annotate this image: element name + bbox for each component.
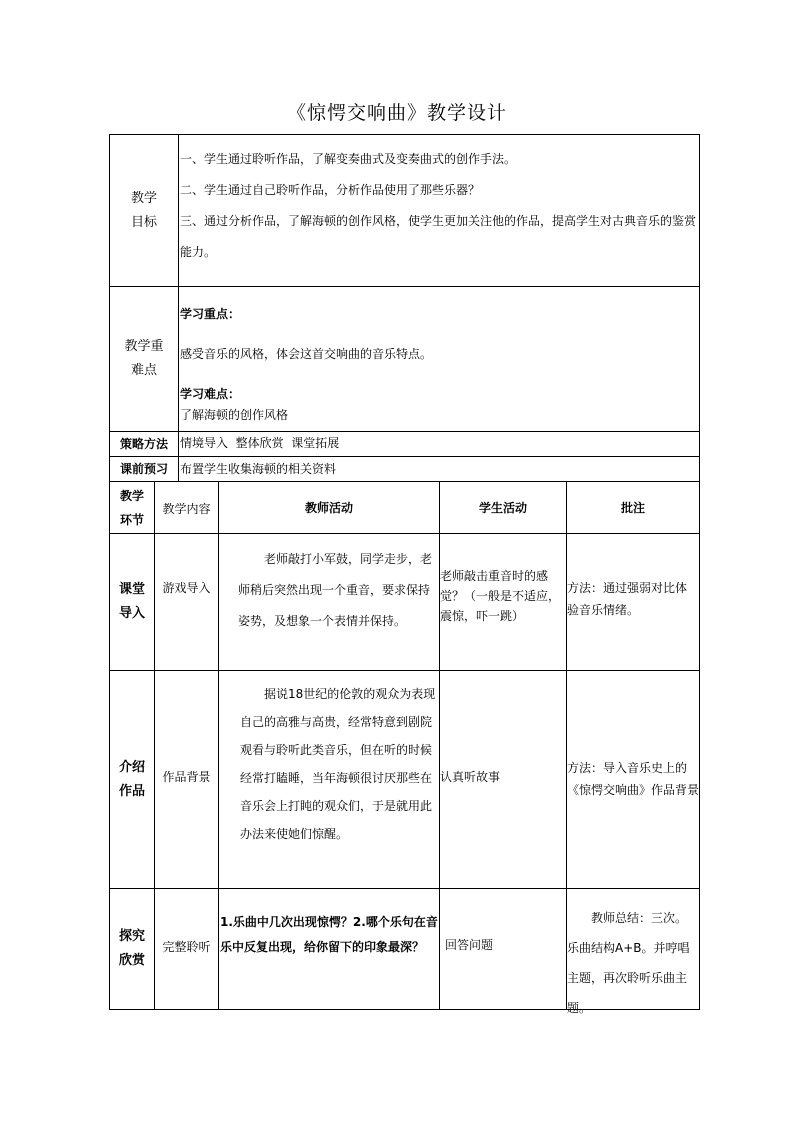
- key-points-content: [180, 300, 698, 428]
- focus-text: 感受音乐的风格，体会这首交响曲的音乐特点。: [180, 347, 433, 361]
- strategy-text: 情境导入 整体欣赏 课堂拓展: [180, 436, 340, 450]
- table-row-stage: 课堂 导入: [118, 582, 145, 621]
- table-row-note: 教师总结：三次。乐曲结构A+B。并哼唱主题，再次聆听乐曲主题。: [567, 911, 690, 1015]
- table-row-teacher: 老师敲打小军鼓，同学走步，老师稍后突然出现一个重音，要求保持姿势，及想象一个表情并保持。: [238, 552, 433, 628]
- table-row-student: 回答问题: [445, 938, 494, 952]
- objective-line: 三、通过分析作品，了解海顿的创作风格，使学生更加关注他的作品，提高学生对古典音乐的鉴赏: [180, 214, 697, 228]
- header-content: 教学内容: [162, 502, 211, 516]
- difficulty-heading: 学习难点：: [180, 387, 241, 401]
- header-teacher: 教师活动: [304, 500, 353, 515]
- objective-line: 能力。: [180, 245, 217, 259]
- table-row-content: 游戏导入: [162, 581, 211, 595]
- table-row-student: 老师敲击重音时的感觉？（一般是不适应，震惊，吓一跳）: [440, 569, 561, 623]
- preview-label: 课前预习: [119, 462, 168, 476]
- table-row-content: 作品背景: [162, 770, 211, 784]
- strategy-label: 策略方法: [119, 437, 168, 451]
- table-row-note: 方法：通过强弱对比体验音乐情绪。: [567, 581, 688, 617]
- objective-line: 二、学生通过自己聆听作品，分析作品使用了那些乐器？: [180, 183, 481, 197]
- table-row-stage: 介绍 作品: [118, 759, 145, 799]
- objective-line: 一、学生通过聆听作品，了解变奏曲式及变奏曲式的创作手法。: [180, 152, 517, 166]
- header-student: 学生活动: [478, 500, 527, 515]
- key-points-label: 教学重 难点: [124, 339, 164, 378]
- table-row-teacher: 1.乐曲中几次出现惊愕？2.哪个乐句在音乐中反复出现，给你留下的印象最深？: [220, 915, 438, 954]
- objectives-label: 教学 目标: [130, 190, 157, 230]
- table-row-stage: 探究 欣赏: [118, 929, 145, 968]
- preview-text: 布置学生收集海顿的相关资料: [180, 462, 337, 476]
- page-title: 《惊愕交响曲》教学设计: [286, 102, 507, 124]
- header-stage: 教学 环节: [119, 488, 144, 527]
- table-row-teacher: 据说18世纪的伦敦的观众为表现自己的高雅与高贵，经常特意到剧院观看与聆听此类音乐，但在听的时候经常打瞌睡，当年海顿很讨厌那些在音乐会上打盹的观众们，于是就用此办法来使她们惊醒。: [240, 687, 436, 841]
- table-row-content: 完整聆听: [162, 939, 211, 954]
- table-row-student: 认真听故事: [440, 770, 501, 784]
- difficulty-text: 了解海顿的创作风格: [180, 408, 289, 422]
- header-note: 批注: [620, 500, 645, 515]
- objectives-content: [180, 144, 698, 268]
- focus-heading: 学习重点：: [180, 307, 241, 321]
- table-row-note: 方法：导入音乐史上的《惊愕交响曲》作品背景: [567, 761, 700, 797]
